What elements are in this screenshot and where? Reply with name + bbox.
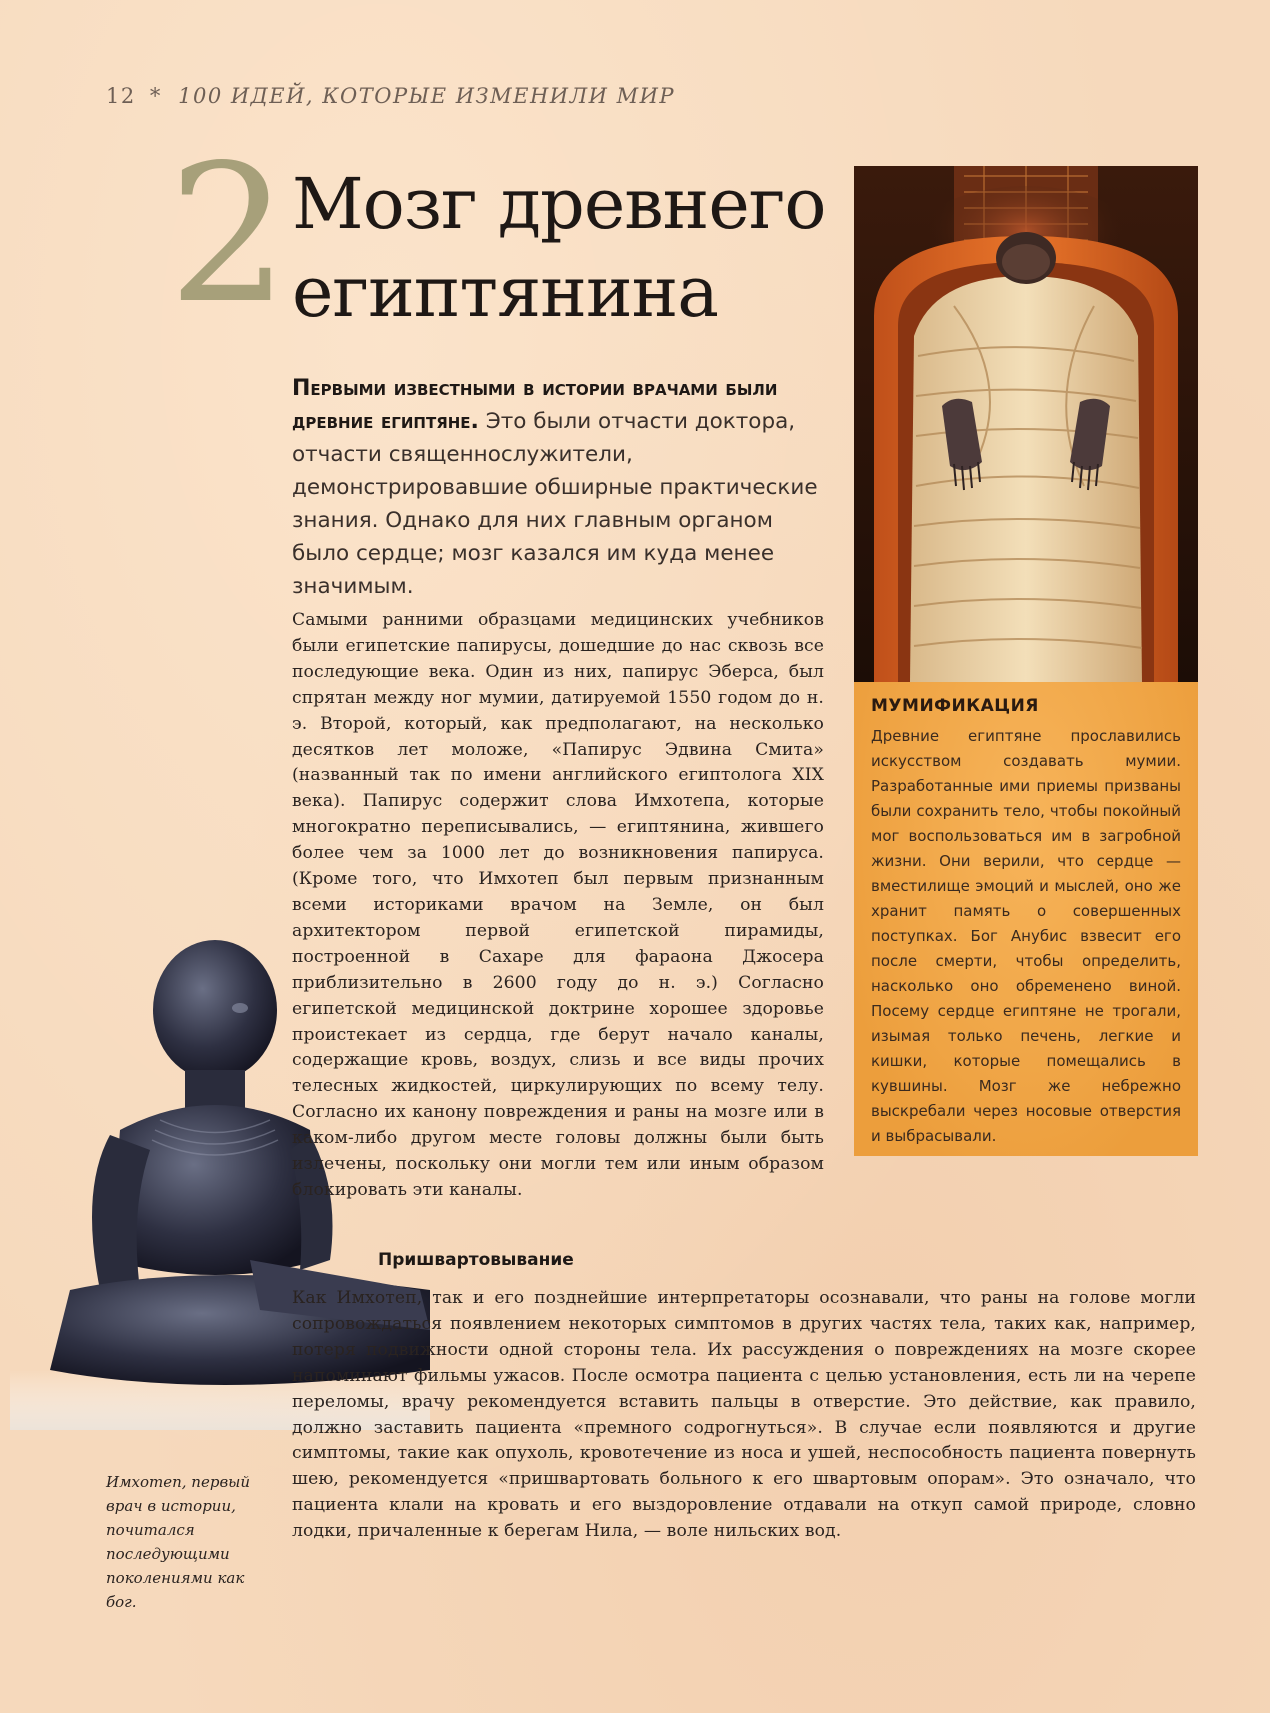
lead-strong: Первыми известными в истории врачами были древние египтяне. xyxy=(292,376,778,434)
lead-text: Это были отчасти доктора, отчасти священнослужители, демонстрировавшие обширные практические знания. Однако для них главным органом было сердце; мозг казался им куда менее значимым. xyxy=(292,409,818,599)
body-paragraph-1: Самыми ранними образцами медицинских учебников были египетские папирусы, дошедшие до нас сквозь все последующие века. Один из них, папирус Эберса, был спрятан между ног мумии, датируемой 1550 годом до н. э. Второй, который, как предполагают, на несколько десятков лет моложе, «Папирус Эдвина Смита» (названный так по имени английского египтолога XIX века). Папирус содержит слова Имхотепа, которые многократно переписывались, — египтянина, жившего более чем за 1000 лет до возникновения папируса. (Кроме того, что Имхотеп был первым признанным всеми историками врачом на Земле, он был архитектором первой египетской пирамиды, построенной в Сахаре для фараона Джосера приблизительно в 2600 году до н. э.) Согласно египетской медицинской доктрине хорошее здоровье проистекает из сердца, где берут начало каналы, содержащие кровь, воздух, слизь и все виды прочих телесных жидкостей, циркулирующих по всему телу. Согласно их канону повреждения и раны на мозге или в каком-либо другом месте головы должны были быть излечены, поскольку они могли тем или иным образом блокировать эти каналы. xyxy=(292,610,824,1200)
mummy-photo xyxy=(854,166,1198,682)
body-paragraph-2: Как Имхотеп, так и его позднейшие интерпретаторы осознавали, что раны на голове могли сопровождаться появлением некоторых симптомов в других частях тела, таких как, например, потеря подвижности одной стороны тела. Их рассуждения о повреждениях на мозге скорее напоминают фильмы ужасов. После осмотра пациента с целью установления, есть ли на черепе переломы, врачу рекомендуется вставить пальцы в отверстие. Это действие, как правило, должно заставить пациента «премного содрогнуться». В случае если появляются и другие симптомы, такие как опухоль, кровотечение из носа и ушей, неспособность пациента повернуть шею, рекомендуется «пришвартовать больного к его швартовым опорам». Это означало, что пациента клали на кровать и его выздоровление отдавали на откуп самой природе, словно лодки, причаленные к берегам Нила, — воле нильских вод. xyxy=(292,1288,1196,1542)
running-head xyxy=(106,84,675,108)
chapter-title xyxy=(292,160,852,336)
lead-paragraph xyxy=(292,372,832,603)
subheading: Пришвартовывание xyxy=(378,1250,574,1270)
sidebar-title: МУМИФИКАЦИЯ xyxy=(871,696,1039,716)
statue-caption: Имхотеп, первый врач в истории, почитался последующими поколениями как бог. xyxy=(106,1473,251,1611)
chapter-title-line1: Мозг древнего xyxy=(292,163,826,245)
book-title: 100 ИДЕЙ, КОТОРЫЕ ИЗМЕНИЛИ МИР xyxy=(178,84,676,108)
separator-star: * xyxy=(149,84,162,108)
chapter-number: 2 xyxy=(168,124,289,345)
page-number: 12 xyxy=(106,84,136,108)
chapter-title-line2: египтянина xyxy=(292,251,718,333)
sidebar-mummification xyxy=(854,682,1198,1156)
sidebar-text: Древние египтяне прославились искусством создавать мумии. Разработанные ими приемы призваны были сохранить тело, чтобы покойный мог воспользоваться им в загробной жизни. Они верили, что сердце — вместилище эмоций и мыслей, оно же хранит память о совершенных поступках. Бог Анубис взвесит его после смерти, чтобы определить, насколько оно обременено виной. Посему сердце египтяне не трогали, изымая только печень, легкие и кишки, которые помещались в кувшины. Мозг же небрежно выскребали через носовые отверстия и выбрасывали. xyxy=(871,727,1181,1145)
